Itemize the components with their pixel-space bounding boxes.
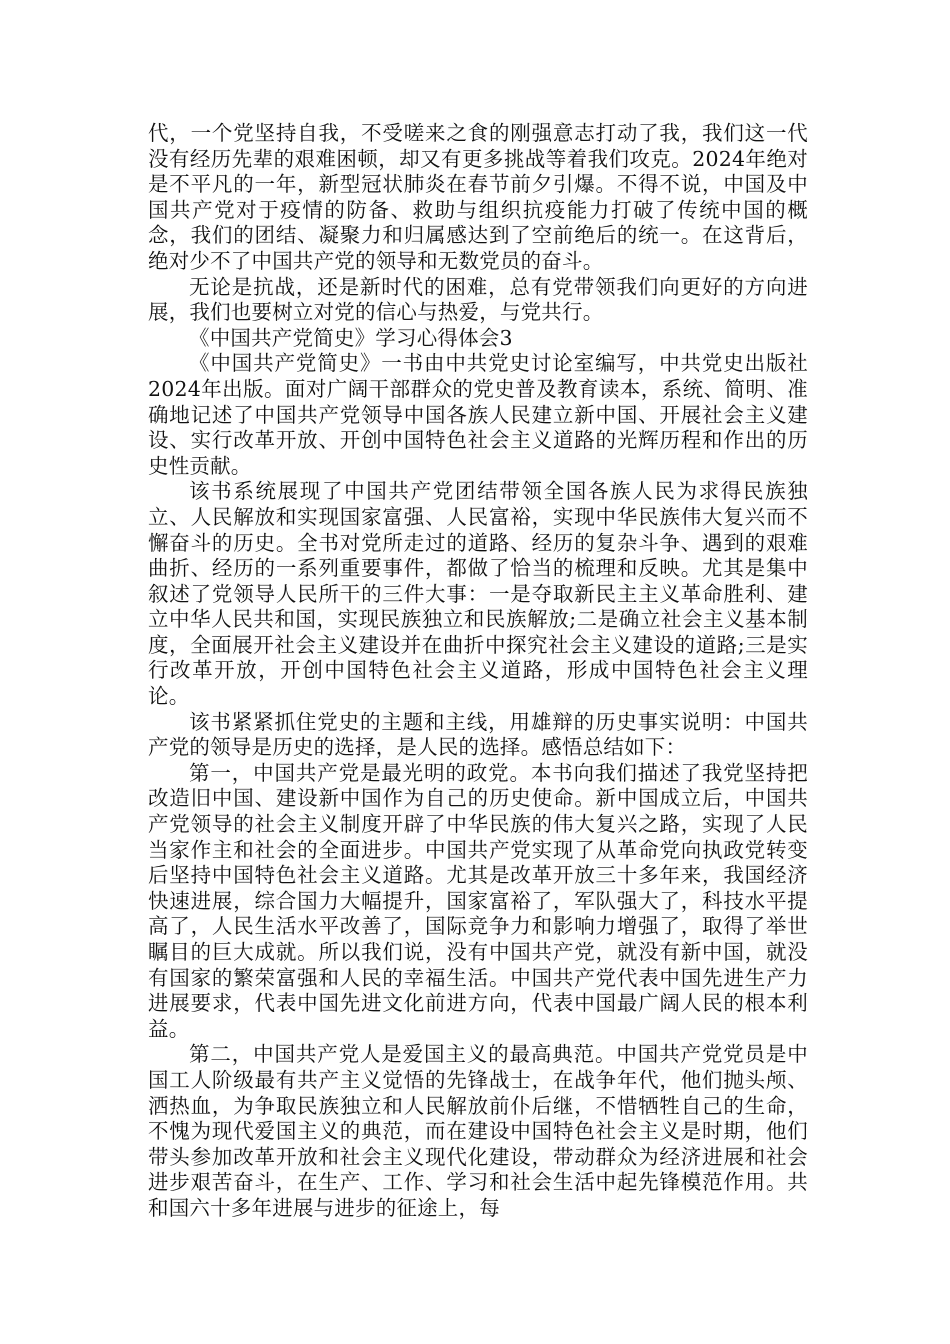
- paragraph-1: 代，一个党坚持自我，不受嗟来之食的刚强意志打动了我，我们这一代没有经历先辈的艰难困顿，却又有更多挑战等着我们攻克。2024年绝对是不平凡的一年，新型冠状肺炎在春节前夕引爆。不得不说，中国及中国共产党对于疫情的防备、救助与组织抗疫能力打破了传统中国的概念，我们的团结、凝聚力和归属感达到了空前绝后的统一。在这背后，绝对少不了中国共产党的领导和无数党员的奋斗。: [148, 121, 808, 273]
- document-page: [148, 121, 808, 1222]
- paragraph-7: 第二，中国共产党人是爱国主义的最高典范。中国共产党党员是中国工人阶级最有共产主义觉悟的先锋战士，在战争年代，他们抛头颅、洒热血，为争取民族独立和人民解放前仆后继，不惜牺牲自己的生命，不愧为现代爱国主义的典范，而在建设中国特色社会主义是时期，他们带头参加改革开放和社会主义现代化建设，带动群众为经济进展和社会进步艰苦奋斗，在生产、工作、学习和社会生活中起先锋模范作用。共和国六十多年进展与进步的征途上，每: [148, 1042, 808, 1220]
- paragraph-3: 《中国共产党简史》一书由中共党史讨论室编写，中共党史出版社2024年出版。面对广阔干部群众的党史普及教育读本，系统、简明、准确地记述了中国共产党领导中国各族人民建立新中国、开展社会主义建设、实行改革开放、开创中国特色社会主义道路的光辉历程和作出的历史性贡献。: [148, 351, 808, 478]
- section-heading: 《中国共产党简史》学习心得体会3: [189, 325, 513, 350]
- paragraph-2: 无论是抗战，还是新时代的困难，总有党带领我们向更好的方向进展，我们也要树立对党的信心与热爱，与党共行。: [148, 274, 808, 325]
- paragraph-5: 该书紧紧抓住党史的主题和主线，用雄辩的历史事实说明：中国共产党的领导是历史的选择，是人民的选择。感悟总结如下：: [148, 709, 808, 760]
- paragraph-6: 第一，中国共产党是最光明的政党。本书向我们描述了我党坚持把改造旧中国、建设新中国作为自己的历史使命。新中国成立后，中国共产党领导的社会主义制度开辟了中华民族的伟大复兴之路，实现了人民当家作主和社会的全面进步。中国共产党实现了从革命党向执政党转变后坚持中国特色社会主义道路。尤其是改革开放三十多年来，我国经济快速进展，综合国力大幅提升，国家富裕了，军队强大了，科技水平提高了，人民生活水平改善了，国际竞争力和影响力增强了，取得了举世瞩目的巨大成就。所以我们说，没有中国共产党，就没有新中国，就没有国家的繁荣富强和人民的幸福生活。中国共产党代表中国先进生产力进展要求，代表中国先进文化前进方向，代表中国最广阔人民的根本利益。: [148, 760, 808, 1041]
- paragraph-4: 该书系统展现了中国共产党团结带领全国各族人民为求得民族独立、人民解放和实现国家富强、人民富裕，实现中华民族伟大复兴而不懈奋斗的历史。全书对党所走过的道路、经历的复杂斗争、遇到的艰难曲折、经历的一系列重要事件，都做了恰当的梳理和反映。尤其是集中叙述了党领导人民所干的三件大事：一是夺取新民主主义革命胜利、建立中华人民共和国，实现民族独立和民族解放;二是确立社会主义基本制度，全面展开社会主义建设并在曲折中探究社会主义建设的道路;三是实行改革开放，开创中国特色社会主义道路，形成中国特色社会主义理论。: [148, 479, 808, 709]
